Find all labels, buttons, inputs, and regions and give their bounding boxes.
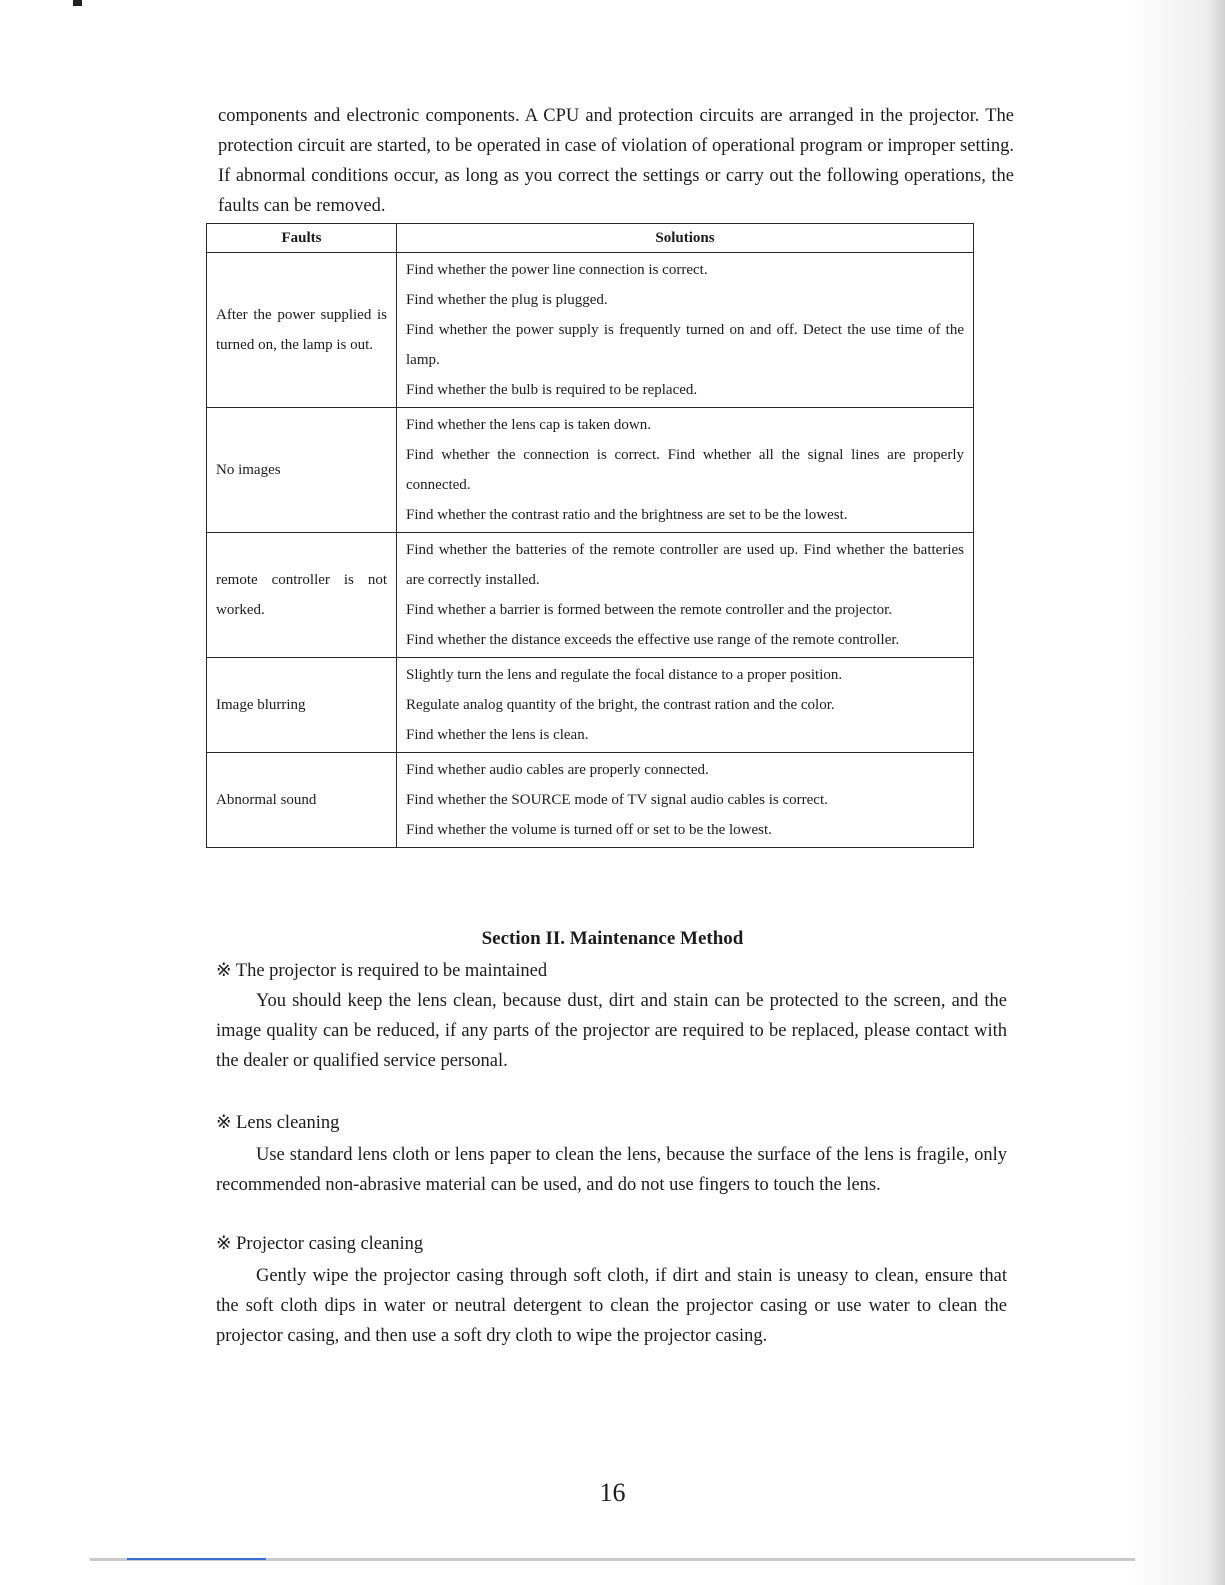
section-title: Section II. Maintenance Method bbox=[481, 928, 744, 949]
solution-item: Slightly turn the lens and regulate the focal distance to a proper position. bbox=[406, 667, 843, 683]
fault-cell: After the power supplied is turned on, the lamp is out. bbox=[207, 253, 397, 408]
table-row bbox=[207, 253, 974, 408]
solution-item: Find whether the power line connection is correct. bbox=[406, 262, 708, 278]
table-header-row bbox=[207, 224, 974, 253]
troubleshooting-table bbox=[206, 223, 974, 848]
solution-item: Find whether the connection is correct. Find whether all the signal lines are properly connected. bbox=[406, 447, 964, 493]
fault-cell: remote controller is not worked. bbox=[207, 533, 397, 658]
solutions-column-header: Solutions bbox=[397, 224, 974, 253]
maintenance-heading: ※ The projector is required to be maintained bbox=[216, 961, 548, 981]
solutions-cell bbox=[397, 533, 974, 658]
solution-item: Find whether the bulb is required to be replaced. bbox=[406, 382, 698, 398]
solution-item: Regulate analog quantity of the bright, the contrast ration and the color. bbox=[406, 697, 835, 713]
faults-column-header: Faults bbox=[207, 224, 397, 253]
solution-item: Find whether the lens is clean. bbox=[406, 727, 589, 743]
solution-item: Find whether the lens cap is taken down. bbox=[406, 417, 651, 433]
solution-item: Find whether the batteries of the remote controller are used up. Find whether the batteries are correctly installed. bbox=[406, 542, 964, 588]
page-number: 16 bbox=[599, 1478, 626, 1507]
solutions-cell bbox=[397, 658, 974, 753]
solution-item: Find whether the power supply is frequently turned on and off. Detect the use time of the lamp. bbox=[406, 322, 964, 368]
solution-item: Find whether audio cables are properly connected. bbox=[406, 762, 709, 778]
casing-cleaning-heading: ※ Projector casing cleaning bbox=[216, 1234, 424, 1254]
fault-cell: Abnormal sound bbox=[207, 753, 397, 848]
table-row bbox=[207, 533, 974, 658]
fault-cell: Image blurring bbox=[207, 658, 397, 753]
scan-edge-shadow bbox=[1125, 0, 1225, 1585]
solution-item: Find whether the volume is turned off or set to be the lowest. bbox=[406, 822, 772, 838]
scan-mark bbox=[73, 0, 82, 6]
fault-cell: No images bbox=[207, 408, 397, 533]
solution-item: Find whether the distance exceeds the effective use range of the remote controller. bbox=[406, 632, 900, 648]
solution-item: Find whether the SOURCE mode of TV signal audio cables is correct. bbox=[406, 792, 828, 808]
table-row bbox=[207, 408, 974, 533]
table-row bbox=[207, 658, 974, 753]
casing-cleaning-paragraph: Gently wipe the projector casing through soft cloth, if dirt and stain is uneasy to clean, ensure that the soft cloth dips in water or neutral detergent to clean the projector casing or use water to clean the projector casing, and then use a soft dry cloth to wipe the projector casing. bbox=[216, 1266, 1007, 1346]
lens-cleaning-paragraph: Use standard lens cloth or lens paper to clean the lens, because the surface of the lens is fragile, only recommended non-abrasive material can be used, and do not use fingers to touch the lens. bbox=[216, 1145, 1007, 1195]
maintenance-paragraph: You should keep the lens clean, because dust, dirt and stain can be protected to the screen, and the image quality can be reduced, if any parts of the projector are required to be replaced, please contact with the dealer or qualified service personal. bbox=[216, 991, 1007, 1071]
lens-cleaning-heading: ※ Lens cleaning bbox=[216, 1113, 340, 1133]
solutions-cell bbox=[397, 753, 974, 848]
table-row bbox=[207, 753, 974, 848]
solutions-cell bbox=[397, 253, 974, 408]
solutions-cell bbox=[397, 408, 974, 533]
solution-item: Find whether the plug is plugged. bbox=[406, 292, 608, 308]
solution-item: Find whether the contrast ratio and the brightness are set to be the lowest. bbox=[406, 507, 848, 523]
bottom-blue-line bbox=[127, 1558, 266, 1560]
intro-paragraph: components and electronic components. A CPU and protection circuits are arranged in the projector. The protection circuit are started, to be operated in case of violation of operational program or improper setting. If abnormal conditions occur, as long as you correct the settings or carry out the following operations, the faults can be removed. bbox=[218, 106, 1014, 216]
solution-item: Find whether a barrier is formed between the remote controller and the projector. bbox=[406, 602, 893, 618]
